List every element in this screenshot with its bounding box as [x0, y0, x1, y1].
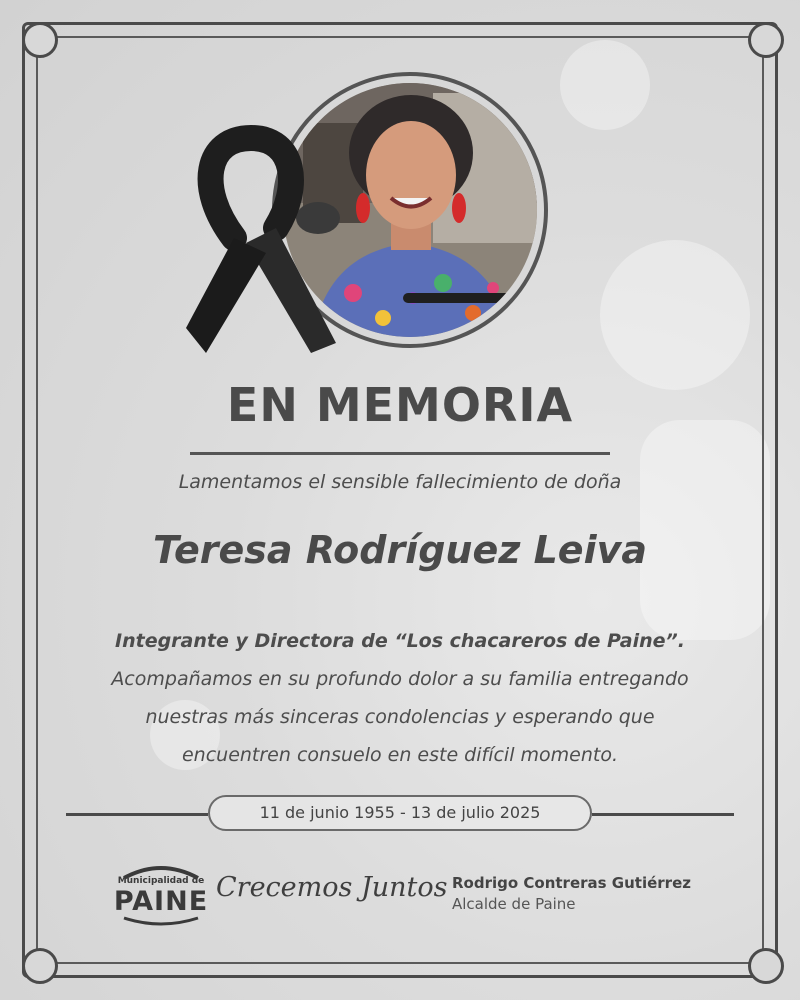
mourning-ribbon-icon — [176, 118, 346, 363]
signatory-name: Rodrigo Contreras Gutiérrez — [452, 874, 691, 892]
message-line: nuestras más sinceras condolencias y esperando que — [145, 706, 655, 728]
frame-corner-ornament — [748, 948, 784, 984]
signatory-title: Alcalde de Paine — [452, 895, 576, 913]
condolence-message — [60, 622, 740, 774]
slogan: Crecemos Juntos — [216, 872, 448, 903]
deceased-name: Teresa Rodríguez Leiva — [152, 528, 648, 572]
logo-wordmark: PAINE — [113, 886, 209, 917]
page-title: EN MEMORIA — [226, 378, 574, 432]
frame-corner-ornament — [22, 948, 58, 984]
intro-text: Lamentamos el sensible fallecimiento de doña — [178, 471, 622, 493]
dates-rule-left — [66, 813, 208, 816]
frame-corner-ornament — [22, 22, 58, 58]
municipality-logo — [112, 856, 210, 926]
title-divider — [190, 452, 610, 455]
message-line: encuentren consuelo en este difícil momento. — [181, 744, 619, 766]
frame-corner-ornament — [748, 22, 784, 58]
role-description: Integrante y Directora de “Los chacareros de Paine”. — [115, 630, 685, 652]
life-dates-badge: 11 de junio 1955 - 13 de julio 2025 — [208, 795, 592, 831]
logo-subtitle: Municipalidad de — [117, 876, 205, 886]
message-line: Acompañamos en su profundo dolor a su familia entregando — [111, 668, 689, 690]
dates-rule-right — [592, 813, 734, 816]
